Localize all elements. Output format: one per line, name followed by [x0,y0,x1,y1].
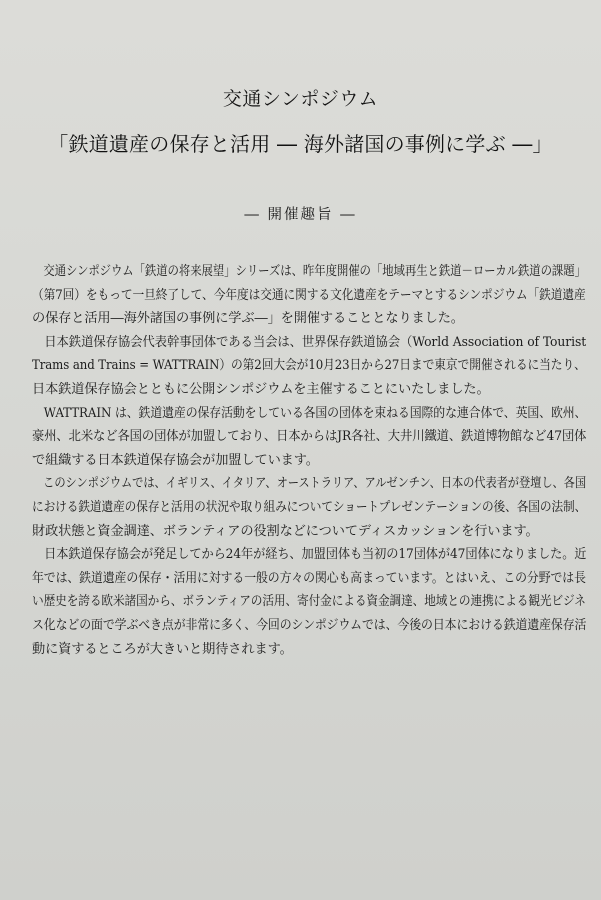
paragraph-line: 交通シンポジウム「鉄道の将来展望」シリーズは、昨年度開催の「地域再生と鉄道－ローカル鉄道の課題」 [32,264,586,279]
document-body [32,260,586,661]
paragraph-line: 年では、鉄道遺産の保存・活用に対する一般の方々の関心も高まっています。とはいえ、この分野では長 [32,570,586,586]
paragraph-line: （第7回）をもって一旦終了して、今年度は交通に関する文化遺産をテーマとするシンポジウム「鉄道遺産 [32,287,586,303]
paragraph-line: ス化などの面で学ぶべき点が非常に多く、今回のシンポジウムでは、今後の日本における鉄道遺産保存活 [32,617,587,633]
paragraph-2 [32,331,586,402]
document-subtitle: 交通シンポジウム [222,88,379,110]
paragraph-line: WATTRAIN は、鉄道遺産の保存活動をしている各国の団体を束ねる国際的な連合体で、英国、欧州、 [32,405,586,421]
paragraph-line: 動に資するところが大きいと期待されます。 [32,641,293,657]
paragraph-line: 日本鉄道保存協会とともに公開シンポジウムを主催することにいたしました。 [32,381,490,397]
section-heading: ― 開催趣旨 ― [244,207,357,223]
paragraph-line: における鉄道遺産の保存と活用の状況や取り組みについてショートプレゼンテーションの後、各国の法制、 [32,499,587,515]
paragraph-1 [32,260,586,331]
paragraph-line: このシンポジウムでは、イギリス、イタリア、オーストラリア、アルゼンチン、日本の代表者が登壇し、各国 [32,476,586,492]
paragraph-line: で組織する日本鉄道保存協会が加盟しています。 [32,452,319,468]
paragraph-5 [32,543,586,661]
paragraph-line: の保存と活用―海外諸国の事例に学ぶ―」を開催することとなりました。 [32,311,464,327]
paragraph-4 [32,472,586,543]
paragraph-line: Trams and Trains = WATTRAIN）の第2回大会が10月23日から27日まで東京で開催されるに当たり、 [32,358,586,374]
paragraph-line: 日本鉄道保存協会が発足してから24年が経ち、加盟団体も当初の17団体が47団体になりました。近 [32,547,587,563]
paragraph-line: 日本鉄道保存協会代表幹事団体である当会は、世界保存鉄道協会（World Association of Tourist [32,334,587,350]
paragraph-line: 豪州、北米など各国の団体が加盟しており、日本からはJR各社、大井川鐵道、鉄道博物館など47団体 [32,429,587,445]
document-header [0,84,601,111]
paragraph-line: 財政状態と資金調達、ボランティアの役割などについてディスカッションを行います。 [32,523,539,539]
paragraph-line: い歴史を誇る欧米諸国から、ボランティアの活用、寄付金による資金調達、地域との連携による観光ビジネ [32,594,586,610]
document-title: 「鉄道遺産の保存と活用 ― 海外諸国の事例に学ぶ ―」 [48,132,553,156]
paragraph-3 [32,402,586,473]
